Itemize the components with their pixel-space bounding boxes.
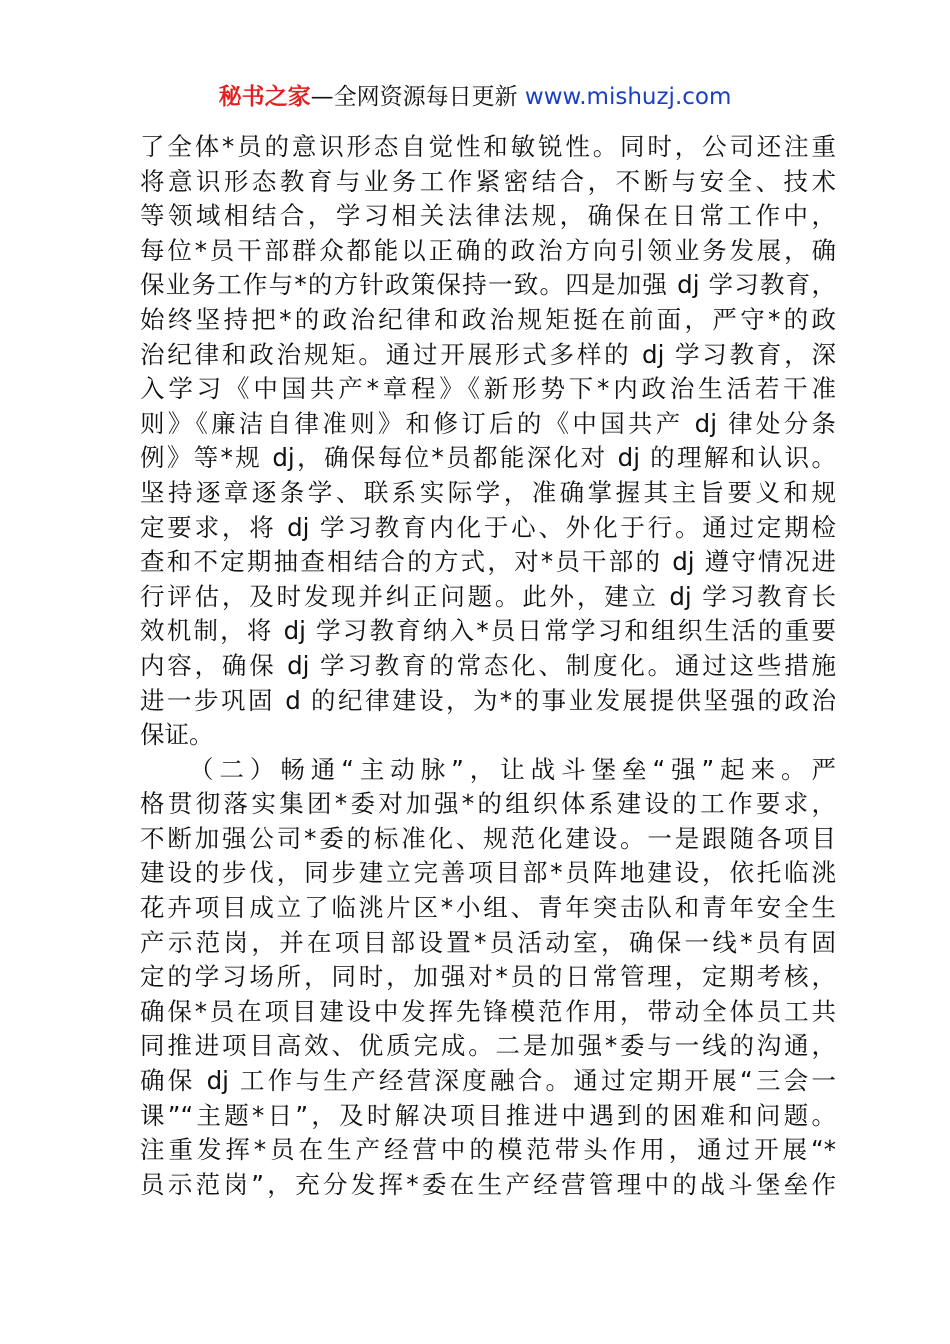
text-line: 查和不定期抽查相结合的方式，对*员干部的 dj 遵守情况进 [140, 547, 836, 577]
text-line: 产示范岗，并在项目部设置*员活动室，确保一线*员有固 [140, 927, 836, 957]
header-tagline: —全网资源每日更新 [310, 84, 525, 110]
text-line: 例》等*规 dj，确保每位*员都能深化对 dj 的理解和认识。 [140, 443, 836, 473]
text-line: 每位*员干部群众都能以正确的政治方向引领业务发展，确 [140, 235, 836, 265]
brand-name: 秘书之家 [218, 84, 311, 110]
text-line: 将意识形态教育与业务工作紧密结合，不断与安全、技术 [140, 166, 836, 196]
text-line: 不断加强公司*委的标准化、规范化建设。一是跟随各项目 [140, 823, 836, 853]
text-line: 建设的步伐，同步建立完善项目部*员阵地建设，依托临洮 [140, 858, 836, 888]
text-line: 花卉项目成立了临洮片区*小组、青年突击队和青年安全生 [140, 893, 836, 923]
text-line: 始终坚持把*的政治纪律和政治规矩挺在前面，严守*的政 [140, 304, 836, 334]
text-line: 内容，确保 dj 学习教育的常态化、制度化。通过这些措施 [140, 650, 836, 680]
text-line: 了全体*员的意识形态自觉性和敏锐性。同时，公司还注重 [140, 132, 836, 161]
text-line: 员示范岗”，充分发挥*委在生产经营管理中的战斗堡垒作 [140, 1169, 836, 1199]
text-line: 保业务工作与*的方针政策保持一致。四是加强 dj 学习教育， [140, 270, 836, 300]
text-line: 确保*员在项目建设中发挥先锋模范作用，带动全体员工共 [140, 996, 836, 1026]
text-line: 同推进项目高效、优质完成。二是加强*委与一线的沟通， [140, 1031, 836, 1061]
text-line: 进一步巩固 d 的纪律建设，为*的事业发展提供坚强的政治 [140, 685, 836, 715]
text-line: 行评估，及时发现并纠正问题。此外，建立 dj 学习教育长 [140, 581, 836, 611]
text-line: 格贯彻落实集团*委对加强*的组织体系建设的工作要求， [140, 789, 836, 819]
text-line: 课”“主题*日”，及时解决项目推进中遇到的困难和问题。 [140, 1100, 836, 1130]
text-line: 等领域相结合，学习相关法律法规，确保在日常工作中， [140, 201, 836, 231]
text-line: 治纪律和政治规矩。通过开展形式多样的 dj 学习教育，深 [140, 339, 836, 369]
document-body [140, 130, 836, 1202]
text-line: 确保 dj 工作与生产经营深度融合。通过定期开展“三会一 [140, 1066, 836, 1096]
text-line: 入学习《中国共产*章程》《新形势下*内政治生活若干准 [140, 374, 836, 404]
section-heading-line: （二）畅通“主动脉”，让战斗堡垒“强”起来。严 [189, 754, 836, 784]
text-line: 注重发挥*员在生产经营中的模范带头作用，通过开展“* [140, 1135, 836, 1165]
paragraph-end-line: 保证。 [140, 720, 214, 750]
text-line: 定的学习场所，同时，加强对*员的日常管理，定期考核， [140, 962, 836, 992]
text-line: 坚持逐章逐条学、联系实际学，准确掌握其主旨要义和规 [140, 477, 836, 507]
site-url-link[interactable]: www.mishuzj.com [524, 84, 732, 110]
text-line: 则》《廉洁自律准则》和修订后的《中国共产 dj 律处分条 [140, 408, 836, 438]
text-line: 效机制，将 dj 学习教育纳入*员日常学习和组织生活的重要 [140, 616, 836, 646]
page-header [0, 80, 950, 114]
text-line: 定要求，将 dj 学习教育内化于心、外化于行。通过定期检 [140, 512, 836, 542]
